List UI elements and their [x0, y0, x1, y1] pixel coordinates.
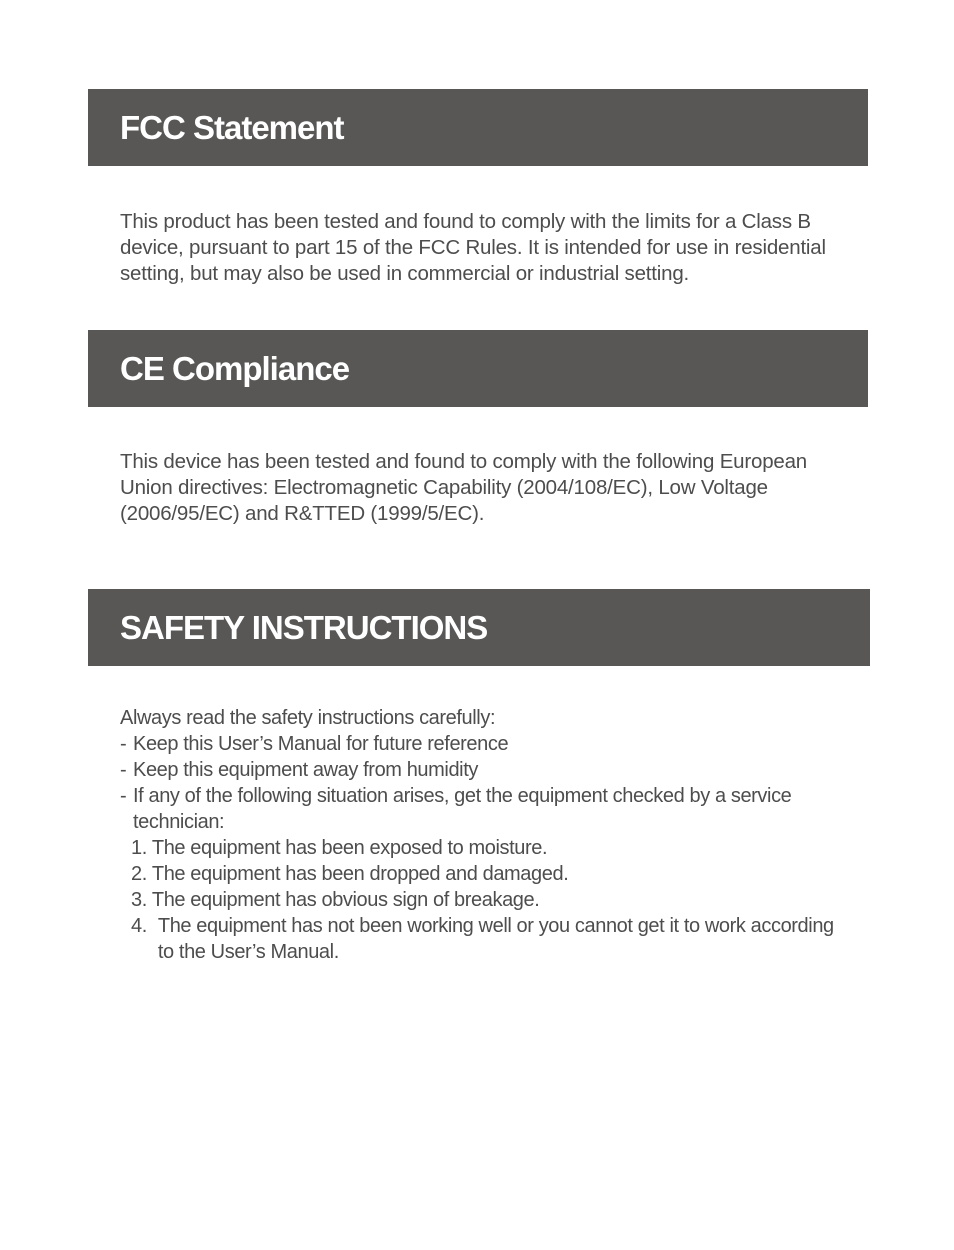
safety-intro: Always read the safety instructions carefully: [120, 707, 496, 729]
item-text: The equipment has been dropped and damaged. [151, 863, 569, 885]
bullet-mark: - [120, 759, 127, 781]
safety-bullet [120, 757, 850, 783]
item-text: The equipment has not been working well or you cannot get it to work according to the User’s Manual. [157, 915, 834, 963]
ce-section-title: CE Compliance [120, 349, 350, 387]
item-text: The equipment has been exposed to moisture. [151, 837, 548, 859]
safety-section-title: SAFETY INSTRUCTIONS [120, 608, 488, 646]
fcc-statement-text: This product has been tested and found to comply with the limits for a Class B device, pursuant to part 15 of the FCC Rules. It is intended for use in residential setting, but may also be used in commercial or industrial setting. [120, 210, 826, 285]
item-text: The equipment has obvious sign of breakage. [151, 889, 540, 911]
fcc-section-header [88, 89, 868, 166]
safety-bullet-text: Keep this equipment away from humidity [133, 759, 478, 781]
item-number: 1. [131, 837, 147, 859]
safety-numbered-item [120, 913, 850, 965]
item-number: 2. [131, 863, 147, 885]
safety-bullet-text: If any of the following situation arises, get the equipment checked by a service technician: [133, 785, 792, 833]
safety-numbered-item [120, 887, 850, 913]
bullet-mark: - [120, 785, 127, 807]
ce-section-header [88, 330, 868, 407]
safety-bullet [120, 783, 850, 835]
ce-compliance-text: This device has been tested and found to comply with the following European Union directives: Electromagnetic Capability (2004/108/EC), Low Voltage (2006/95/EC) and R&TTED (1999/5/EC). [120, 450, 807, 525]
safety-instructions-list [120, 705, 850, 965]
fcc-section-title: FCC Statement [120, 108, 344, 146]
safety-numbered-item [120, 835, 850, 861]
safety-bullet-text: Keep this User’s Manual for future reference [133, 733, 509, 755]
safety-bullet [120, 731, 850, 757]
bullet-mark: - [120, 733, 127, 755]
safety-section-header [88, 589, 870, 666]
item-number: 3. [131, 889, 147, 911]
item-number: 4. [131, 915, 147, 937]
safety-numbered-item [120, 861, 850, 887]
